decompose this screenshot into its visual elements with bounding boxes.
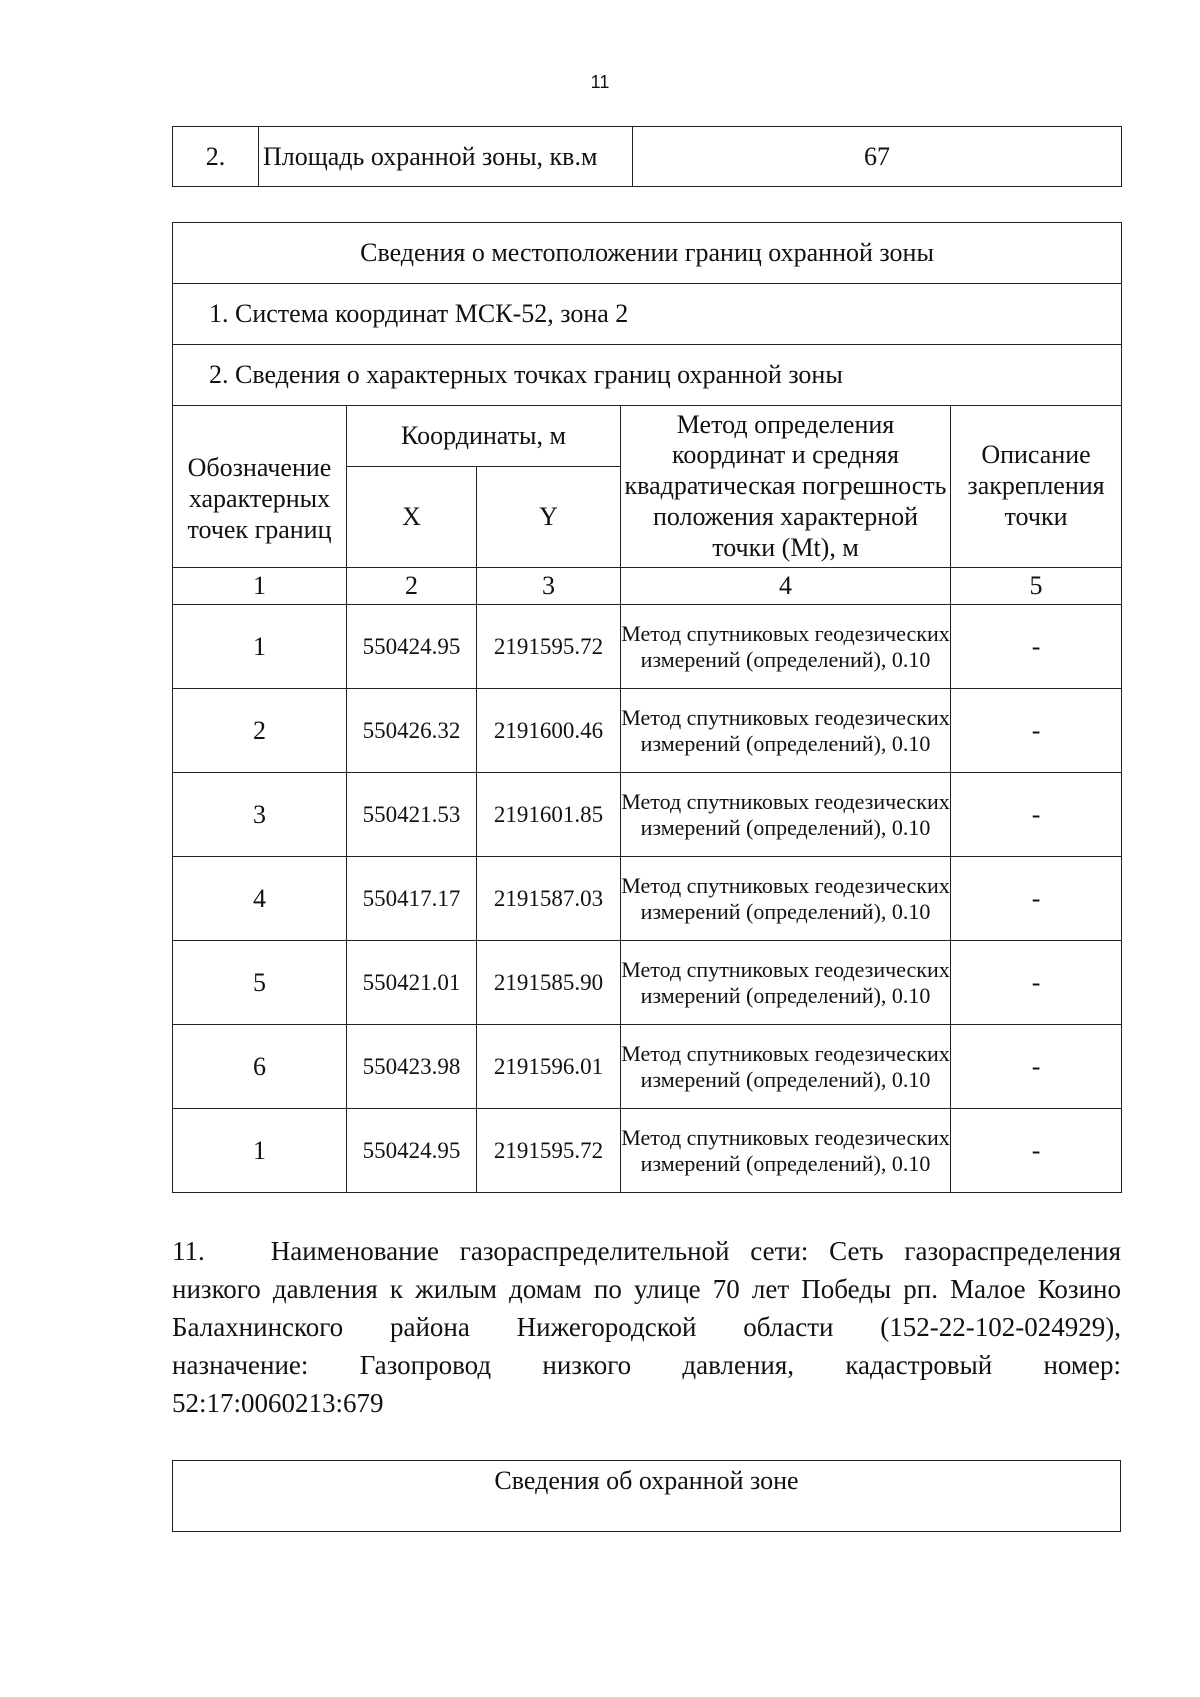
point-method: Метод спутниковых геодезических измерений (определений), 0.10 (621, 773, 951, 857)
point-id: 6 (173, 1025, 347, 1109)
boundary-info-table (172, 222, 1122, 1193)
zone-title: Сведения об охранной зоне (173, 1461, 1121, 1532)
paragraph-11 (172, 1232, 1121, 1422)
point-y: 2191600.46 (477, 689, 621, 773)
system-row (173, 284, 1122, 345)
point-method: Метод спутниковых геодезических измерений (определений), 0.10 (621, 605, 951, 689)
table-row (173, 1025, 1122, 1109)
point-id: 5 (173, 941, 347, 1025)
page-number: 11 (590, 72, 610, 92)
paragraph-line-1: Наименование газораспределительной сети: Сеть газораспределения (270, 1236, 1121, 1266)
point-description: - (951, 1109, 1122, 1193)
header-row-1 (173, 406, 1122, 467)
header-designation: Обозначение характерных точек границ (173, 406, 347, 568)
table-row (173, 941, 1122, 1025)
paragraph-line-5: 52:17:0060213:679 (172, 1388, 384, 1418)
table-row (173, 605, 1122, 689)
area-value: 67 (633, 127, 1122, 187)
paragraph-line-2: низкого давления к жилым домам по улице 70 лет Победы рп. Малое Козино (172, 1274, 1121, 1304)
point-y: 2191596.01 (477, 1025, 621, 1109)
table-title-row (173, 223, 1122, 284)
point-method: Метод спутниковых геодезических измерений (определений), 0.10 (621, 857, 951, 941)
point-x: 550421.53 (347, 773, 477, 857)
zone-info-table (172, 1460, 1121, 1532)
col-num: 5 (951, 568, 1122, 605)
point-y: 2191595.72 (477, 605, 621, 689)
area-label: Площадь охранной зоны, кв.м (259, 127, 633, 187)
area-table (172, 126, 1122, 187)
header-coords: Координаты, м (347, 406, 621, 467)
point-x: 550424.95 (347, 1109, 477, 1193)
point-y: 2191595.72 (477, 1109, 621, 1193)
point-x: 550424.95 (347, 605, 477, 689)
header-description: Описание закрепления точки (951, 406, 1122, 568)
point-y: 2191585.90 (477, 941, 621, 1025)
header-y: Y (477, 467, 621, 568)
paragraph-line-4: назначение: Газопровод низкого давления, кадастровый номер: (172, 1350, 1121, 1380)
col-num: 3 (477, 568, 621, 605)
area-row (173, 127, 1122, 187)
point-x: 550426.32 (347, 689, 477, 773)
point-y: 2191601.85 (477, 773, 621, 857)
paragraph-line-3: Балахнинского района Нижегородской области (152-22-102-024929), (172, 1312, 1121, 1342)
point-method: Метод спутниковых геодезических измерений (определений), 0.10 (621, 941, 951, 1025)
table-row (173, 857, 1122, 941)
point-description: - (951, 1025, 1122, 1109)
point-description: - (951, 773, 1122, 857)
point-id: 4 (173, 857, 347, 941)
point-id: 1 (173, 1109, 347, 1193)
points-row (173, 345, 1122, 406)
point-method: Метод спутниковых геодезических измерений (определений), 0.10 (621, 1109, 951, 1193)
table-row (173, 773, 1122, 857)
point-id: 1 (173, 605, 347, 689)
point-y: 2191587.03 (477, 857, 621, 941)
point-id: 2 (173, 689, 347, 773)
table-row (173, 689, 1122, 773)
header-x: X (347, 467, 477, 568)
point-id: 3 (173, 773, 347, 857)
point-x: 550423.98 (347, 1025, 477, 1109)
paragraph-line (172, 1232, 1121, 1270)
point-description: - (951, 605, 1122, 689)
coordinate-system: 1. Система координат МСК-52, зона 2 (173, 284, 1122, 345)
area-num: 2. (173, 127, 259, 187)
point-method: Метод спутниковых геодезических измерений (определений), 0.10 (621, 689, 951, 773)
zone-title-row (173, 1461, 1121, 1532)
table-row (173, 1109, 1122, 1193)
points-heading: 2. Сведения о характерных точках границ охранной зоны (173, 345, 1122, 406)
point-x: 550421.01 (347, 941, 477, 1025)
point-description: - (951, 941, 1122, 1025)
point-description: - (951, 857, 1122, 941)
point-method: Метод спутниковых геодезических измерений (определений), 0.10 (621, 1025, 951, 1109)
col-num: 2 (347, 568, 477, 605)
point-description: - (951, 689, 1122, 773)
point-x: 550417.17 (347, 857, 477, 941)
table-title: Сведения о местоположении границ охранной зоны (173, 223, 1122, 284)
data-rows (173, 605, 1122, 1193)
column-number-row (173, 568, 1122, 605)
header-method: Метод определения координат и средняя квадратическая погрешность положения характерной точки (Mt), м (621, 406, 951, 568)
paragraph-number: 11. (172, 1236, 205, 1266)
col-num: 4 (621, 568, 951, 605)
col-num: 1 (173, 568, 347, 605)
